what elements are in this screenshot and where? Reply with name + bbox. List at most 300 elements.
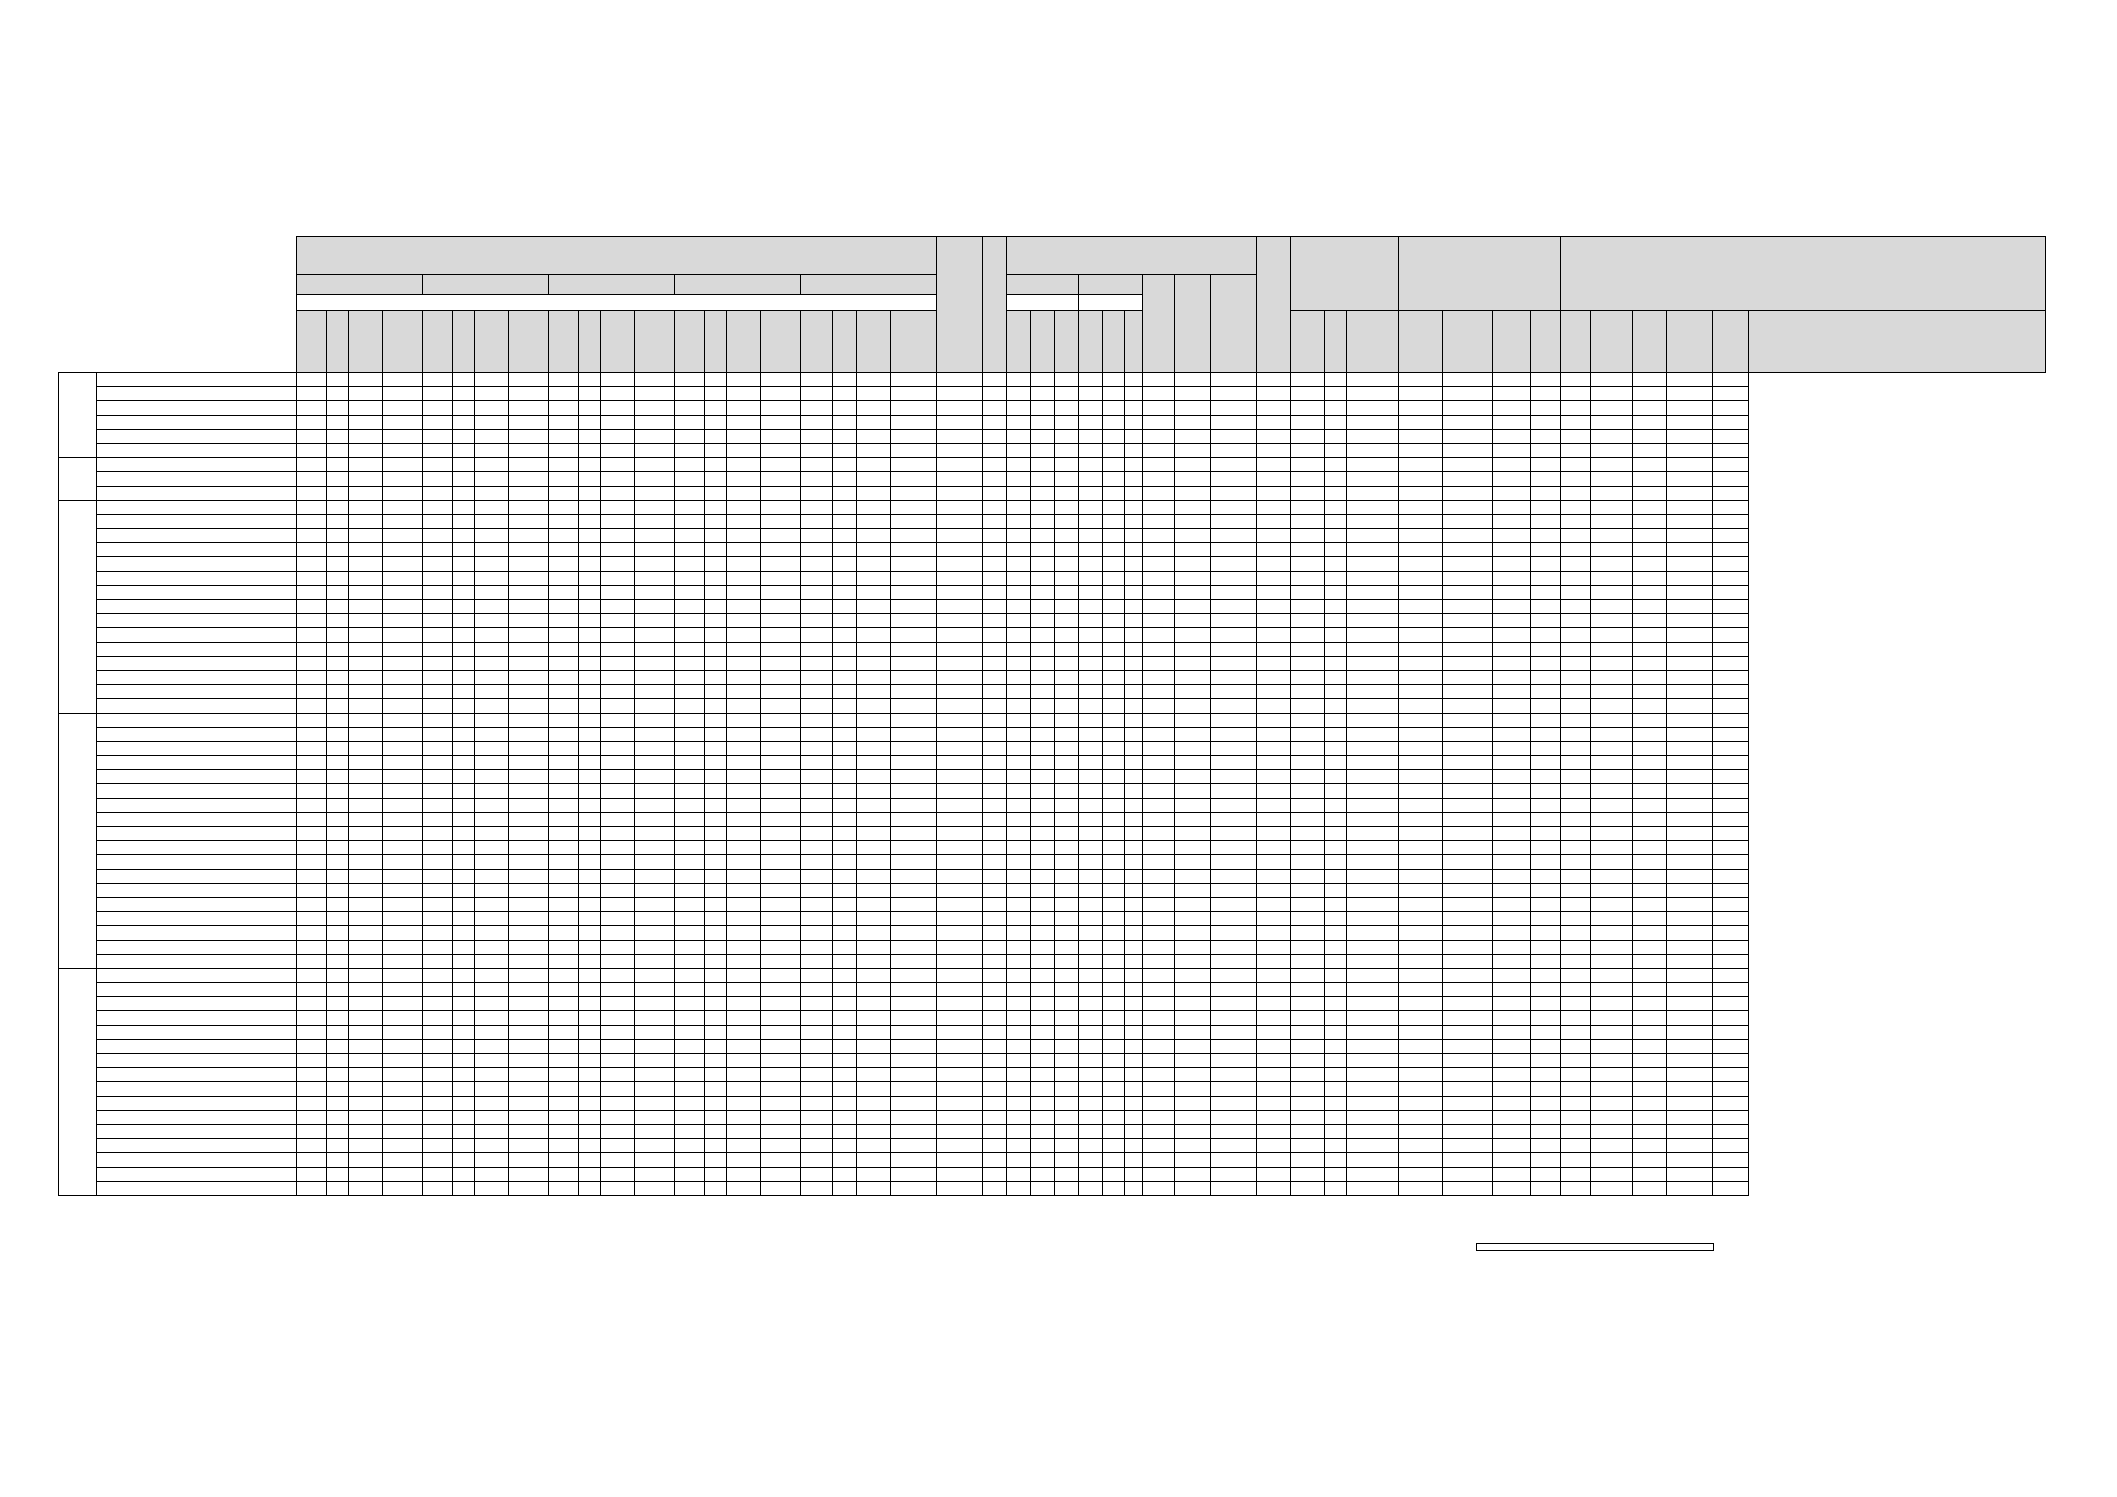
table-cell bbox=[601, 642, 635, 656]
table-cell bbox=[549, 968, 579, 982]
col-4-eff bbox=[549, 311, 579, 373]
table-cell bbox=[1103, 387, 1125, 401]
table-cell bbox=[983, 713, 1007, 727]
table-cell bbox=[1257, 415, 1291, 429]
table-cell bbox=[1561, 1124, 1591, 1138]
table-cell bbox=[1079, 897, 1103, 911]
table-cell bbox=[1175, 500, 1211, 514]
table-cell bbox=[601, 713, 635, 727]
table-cell bbox=[297, 912, 327, 926]
table-cell bbox=[1055, 1124, 1079, 1138]
table-cell bbox=[801, 656, 833, 670]
table-cell bbox=[601, 1096, 635, 1110]
table-cell bbox=[1175, 401, 1211, 415]
table-cell bbox=[1325, 798, 1347, 812]
table-cell bbox=[727, 1110, 761, 1124]
table-cell bbox=[1347, 1167, 1399, 1181]
table-cell bbox=[601, 458, 635, 472]
table-cell bbox=[1291, 585, 1325, 599]
table-cell bbox=[1055, 1096, 1079, 1110]
table-cell bbox=[727, 855, 761, 869]
table-cell bbox=[509, 784, 549, 798]
table-cell bbox=[801, 1068, 833, 1082]
table-cell bbox=[1031, 458, 1055, 472]
table-cell bbox=[475, 1025, 509, 1039]
table-cell bbox=[1055, 387, 1079, 401]
table-cell bbox=[1175, 741, 1211, 755]
table-cell bbox=[833, 841, 857, 855]
table-cell bbox=[1007, 727, 1031, 741]
table-cell bbox=[1125, 968, 1143, 982]
table-cell bbox=[833, 869, 857, 883]
table-cell bbox=[1079, 983, 1103, 997]
table-cell bbox=[727, 827, 761, 841]
table-cell bbox=[549, 1139, 579, 1153]
table-row bbox=[59, 670, 2046, 684]
college-name bbox=[97, 500, 297, 514]
col-total-div bbox=[833, 311, 857, 373]
table-cell bbox=[1493, 784, 1531, 798]
table-cell bbox=[383, 869, 423, 883]
table-cell bbox=[1591, 458, 1633, 472]
table-cell bbox=[1713, 940, 1749, 954]
table-cell bbox=[1443, 1025, 1493, 1039]
table-cell bbox=[1125, 387, 1143, 401]
table-cell bbox=[1007, 954, 1031, 968]
table-cell bbox=[727, 670, 761, 684]
table-cell bbox=[937, 600, 983, 614]
table-cell bbox=[1291, 1139, 1325, 1153]
table-cell bbox=[297, 1039, 327, 1053]
table-cell bbox=[675, 585, 705, 599]
table-cell bbox=[349, 1025, 383, 1039]
table-cell bbox=[1633, 500, 1667, 514]
table-cell bbox=[1713, 628, 1749, 642]
table-cell bbox=[983, 983, 1007, 997]
table-cell bbox=[675, 628, 705, 642]
table-cell bbox=[297, 1082, 327, 1096]
table-cell bbox=[327, 1039, 349, 1053]
table-cell bbox=[1399, 713, 1443, 727]
table-cell bbox=[509, 1167, 549, 1181]
table-cell bbox=[579, 841, 601, 855]
table-cell bbox=[1531, 401, 1561, 415]
table-cell bbox=[475, 983, 509, 997]
table-cell bbox=[1291, 713, 1325, 727]
table-cell bbox=[423, 841, 453, 855]
table-cell bbox=[1007, 827, 1031, 841]
table-cell bbox=[1079, 1110, 1103, 1124]
table-cell bbox=[1493, 415, 1531, 429]
table-cell bbox=[1103, 1110, 1125, 1124]
table-cell bbox=[349, 1082, 383, 1096]
table-cell bbox=[675, 727, 705, 741]
table-cell bbox=[423, 514, 453, 528]
table-cell bbox=[983, 458, 1007, 472]
college-name bbox=[97, 1011, 297, 1025]
table-cell bbox=[635, 827, 675, 841]
table-cell bbox=[579, 912, 601, 926]
table-cell bbox=[549, 387, 579, 401]
table-cell bbox=[509, 443, 549, 457]
table-cell bbox=[1143, 486, 1175, 500]
table-cell bbox=[549, 1054, 579, 1068]
table-cell bbox=[1031, 486, 1055, 500]
table-cell bbox=[1007, 514, 1031, 528]
table-cell bbox=[475, 1082, 509, 1096]
col-total-ed bbox=[857, 311, 891, 373]
table-cell bbox=[1125, 656, 1143, 670]
col-imp-total bbox=[1749, 311, 2046, 373]
table-cell bbox=[1125, 373, 1143, 387]
table-cell bbox=[601, 1068, 635, 1082]
college-name bbox=[97, 812, 297, 826]
table-cell bbox=[297, 600, 327, 614]
table-cell bbox=[1347, 784, 1399, 798]
table-cell bbox=[1493, 614, 1531, 628]
table-cell bbox=[423, 656, 453, 670]
table-cell bbox=[1667, 642, 1713, 656]
table-cell bbox=[833, 600, 857, 614]
table-cell bbox=[1103, 514, 1125, 528]
table-cell bbox=[727, 1068, 761, 1082]
col-3-dotation bbox=[761, 311, 801, 373]
table-cell bbox=[1103, 1181, 1125, 1195]
table-cell bbox=[1257, 798, 1291, 812]
table-cell bbox=[1399, 1068, 1443, 1082]
table-cell bbox=[937, 1096, 983, 1110]
table-cell bbox=[727, 557, 761, 571]
table-cell bbox=[1531, 784, 1561, 798]
table-cell bbox=[1291, 443, 1325, 457]
table-cell bbox=[937, 500, 983, 514]
table-cell bbox=[601, 472, 635, 486]
table-cell bbox=[801, 373, 833, 387]
table-cell bbox=[1211, 926, 1257, 940]
table-cell bbox=[727, 543, 761, 557]
table-cell bbox=[983, 429, 1007, 443]
table-cell bbox=[1399, 1124, 1443, 1138]
table-cell bbox=[1347, 741, 1399, 755]
table-cell bbox=[1175, 415, 1211, 429]
table-cell bbox=[1531, 443, 1561, 457]
table-cell bbox=[1633, 514, 1667, 528]
table-cell bbox=[509, 401, 549, 415]
table-cell bbox=[1633, 912, 1667, 926]
table-cell bbox=[549, 784, 579, 798]
table-cell bbox=[727, 1096, 761, 1110]
table-cell bbox=[1713, 968, 1749, 982]
table-cell bbox=[1325, 727, 1347, 741]
table-cell bbox=[1291, 472, 1325, 486]
table-cell bbox=[857, 685, 891, 699]
table-cell bbox=[1667, 968, 1713, 982]
table-cell bbox=[579, 713, 601, 727]
table-cell bbox=[601, 500, 635, 514]
table-cell bbox=[1633, 685, 1667, 699]
table-cell bbox=[549, 940, 579, 954]
table-cell bbox=[453, 897, 475, 911]
table-cell bbox=[549, 741, 579, 755]
table-cell bbox=[801, 912, 833, 926]
table-cell bbox=[983, 1096, 1007, 1110]
college-name bbox=[97, 415, 297, 429]
table-cell bbox=[1633, 642, 1667, 656]
table-cell bbox=[761, 500, 801, 514]
table-cell bbox=[1007, 1110, 1031, 1124]
table-cell bbox=[891, 812, 937, 826]
table-cell bbox=[1055, 1181, 1079, 1195]
table-cell bbox=[1211, 628, 1257, 642]
table-cell bbox=[937, 472, 983, 486]
table-cell bbox=[635, 741, 675, 755]
table-cell bbox=[801, 458, 833, 472]
table-cell bbox=[423, 443, 453, 457]
table-cell bbox=[675, 571, 705, 585]
table-cell bbox=[727, 373, 761, 387]
col-6-div bbox=[327, 311, 349, 373]
table-cell bbox=[475, 741, 509, 755]
table-cell bbox=[635, 1153, 675, 1167]
college-name bbox=[97, 685, 297, 699]
table-cell bbox=[383, 770, 423, 784]
table-cell bbox=[579, 869, 601, 883]
table-cell bbox=[1633, 727, 1667, 741]
table-cell bbox=[1007, 486, 1031, 500]
table-cell bbox=[1633, 1025, 1667, 1039]
table-cell bbox=[1493, 529, 1531, 543]
table-cell bbox=[1443, 656, 1493, 670]
table-cell bbox=[1257, 1068, 1291, 1082]
table-cell bbox=[327, 656, 349, 670]
table-cell bbox=[833, 373, 857, 387]
table-cell bbox=[1143, 557, 1175, 571]
table-cell bbox=[1291, 571, 1325, 585]
table-cell bbox=[891, 543, 937, 557]
table-cell bbox=[1291, 486, 1325, 500]
table-cell bbox=[857, 443, 891, 457]
table-cell bbox=[383, 685, 423, 699]
table-cell bbox=[1211, 656, 1257, 670]
table-cell bbox=[475, 1096, 509, 1110]
table-cell bbox=[1031, 373, 1055, 387]
table-cell bbox=[727, 756, 761, 770]
table-cell bbox=[1325, 458, 1347, 472]
table-cell bbox=[1055, 1011, 1079, 1025]
table-cell bbox=[1211, 699, 1257, 713]
table-cell bbox=[727, 685, 761, 699]
table-cell bbox=[1143, 1025, 1175, 1039]
table-cell bbox=[1103, 883, 1125, 897]
table-cell bbox=[1125, 756, 1143, 770]
col-sect-inter bbox=[1125, 311, 1143, 373]
table-cell bbox=[1493, 472, 1531, 486]
table-cell bbox=[549, 841, 579, 855]
table-cell bbox=[1211, 585, 1257, 599]
table-cell bbox=[1211, 1039, 1257, 1053]
table-cell bbox=[1211, 897, 1257, 911]
table-cell bbox=[727, 571, 761, 585]
table-cell bbox=[675, 373, 705, 387]
table-cell bbox=[509, 1039, 549, 1053]
table-cell bbox=[1125, 1025, 1143, 1039]
table-cell bbox=[801, 1124, 833, 1138]
table-cell bbox=[475, 486, 509, 500]
table-cell bbox=[833, 784, 857, 798]
table-cell bbox=[1143, 912, 1175, 926]
table-cell bbox=[937, 798, 983, 812]
table-cell bbox=[1125, 741, 1143, 755]
table-cell bbox=[601, 486, 635, 500]
table-cell bbox=[891, 1153, 937, 1167]
table-cell bbox=[1561, 415, 1591, 429]
table-cell bbox=[1347, 458, 1399, 472]
table-cell bbox=[601, 983, 635, 997]
table-cell bbox=[1175, 812, 1211, 826]
table-cell bbox=[705, 1139, 727, 1153]
table-cell bbox=[453, 571, 475, 585]
table-cell bbox=[579, 429, 601, 443]
table-cell bbox=[705, 869, 727, 883]
table-cell bbox=[1325, 614, 1347, 628]
table-cell bbox=[349, 529, 383, 543]
table-cell bbox=[1531, 685, 1561, 699]
table-cell bbox=[675, 1181, 705, 1195]
table-cell bbox=[1561, 685, 1591, 699]
table-cell bbox=[1325, 855, 1347, 869]
college-name bbox=[97, 841, 297, 855]
table-cell bbox=[833, 1124, 857, 1138]
table-cell bbox=[857, 514, 891, 528]
table-cell bbox=[1055, 1039, 1079, 1053]
table-cell bbox=[327, 614, 349, 628]
table-cell bbox=[1055, 543, 1079, 557]
table-cell bbox=[635, 756, 675, 770]
table-cell bbox=[675, 486, 705, 500]
table-cell bbox=[383, 841, 423, 855]
table-cell bbox=[983, 926, 1007, 940]
table-cell bbox=[983, 741, 1007, 755]
table-cell bbox=[1347, 387, 1399, 401]
table-cell bbox=[1667, 614, 1713, 628]
table-cell bbox=[579, 770, 601, 784]
table-cell bbox=[1143, 727, 1175, 741]
table-cell bbox=[601, 614, 635, 628]
table-cell bbox=[601, 940, 635, 954]
table-cell bbox=[1143, 1181, 1175, 1195]
table-cell bbox=[1347, 401, 1399, 415]
table-cell bbox=[675, 401, 705, 415]
table-cell bbox=[857, 827, 891, 841]
table-cell bbox=[1713, 770, 1749, 784]
table-cell bbox=[1143, 784, 1175, 798]
table-cell bbox=[1211, 443, 1257, 457]
table-cell bbox=[1031, 1082, 1055, 1096]
table-cell bbox=[1055, 940, 1079, 954]
table-cell bbox=[327, 1096, 349, 1110]
table-cell bbox=[937, 968, 983, 982]
table-cell bbox=[937, 415, 983, 429]
table-cell bbox=[1399, 1011, 1443, 1025]
table-cell bbox=[1055, 827, 1079, 841]
table-cell bbox=[383, 713, 423, 727]
table-cell bbox=[349, 600, 383, 614]
table-cell bbox=[601, 628, 635, 642]
table-cell bbox=[349, 841, 383, 855]
table-cell bbox=[1143, 983, 1175, 997]
table-cell bbox=[727, 429, 761, 443]
table-cell bbox=[601, 1110, 635, 1124]
table-cell bbox=[509, 968, 549, 982]
table-cell bbox=[1031, 628, 1055, 642]
table-cell bbox=[1055, 1082, 1079, 1096]
table-cell bbox=[1175, 1054, 1211, 1068]
table-cell bbox=[1079, 1054, 1103, 1068]
table-cell bbox=[297, 472, 327, 486]
table-cell bbox=[423, 585, 453, 599]
table-cell bbox=[1493, 656, 1531, 670]
table-cell bbox=[1347, 500, 1399, 514]
college-name bbox=[97, 1153, 297, 1167]
table-cell bbox=[801, 926, 833, 940]
table-cell bbox=[1175, 585, 1211, 599]
table-cell bbox=[727, 443, 761, 457]
table-cell bbox=[1143, 1082, 1175, 1096]
table-cell bbox=[423, 600, 453, 614]
table-cell bbox=[1055, 458, 1079, 472]
table-cell bbox=[349, 500, 383, 514]
table-cell bbox=[1443, 1153, 1493, 1167]
part-comp-header bbox=[1007, 237, 1257, 275]
table-cell bbox=[601, 855, 635, 869]
table-cell bbox=[1175, 600, 1211, 614]
table-cell bbox=[1561, 429, 1591, 443]
table-cell bbox=[635, 1096, 675, 1110]
table-cell bbox=[297, 855, 327, 869]
table-cell bbox=[1257, 1167, 1291, 1181]
table-cell bbox=[383, 897, 423, 911]
table-cell bbox=[1291, 500, 1325, 514]
table-cell bbox=[1399, 699, 1443, 713]
table-cell bbox=[1713, 557, 1749, 571]
table-cell bbox=[1531, 429, 1561, 443]
table-cell bbox=[857, 727, 891, 741]
table-cell bbox=[509, 585, 549, 599]
table-cell bbox=[1399, 500, 1443, 514]
table-cell bbox=[1493, 500, 1531, 514]
table-cell bbox=[383, 1110, 423, 1124]
table-cell bbox=[1531, 600, 1561, 614]
table-cell bbox=[453, 670, 475, 684]
table-cell bbox=[761, 1124, 801, 1138]
table-cell bbox=[383, 670, 423, 684]
table-cell bbox=[705, 415, 727, 429]
table-cell bbox=[1531, 529, 1561, 543]
table-cell bbox=[297, 1124, 327, 1138]
table-cell bbox=[1399, 656, 1443, 670]
table-cell bbox=[297, 940, 327, 954]
table-cell bbox=[579, 1153, 601, 1167]
table-cell bbox=[1103, 656, 1125, 670]
table-cell bbox=[1493, 543, 1531, 557]
table-cell bbox=[1103, 912, 1125, 926]
table-cell bbox=[1175, 869, 1211, 883]
table-cell bbox=[891, 1139, 937, 1153]
table-cell bbox=[423, 883, 453, 897]
table-cell bbox=[579, 1068, 601, 1082]
table-cell bbox=[1399, 897, 1443, 911]
table-cell bbox=[1591, 883, 1633, 897]
